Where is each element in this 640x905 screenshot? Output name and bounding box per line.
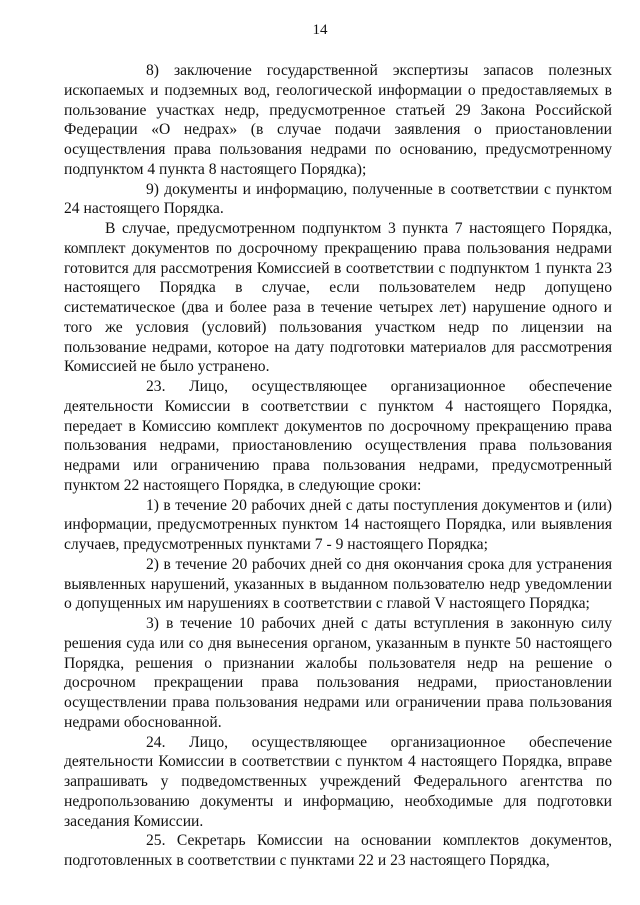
- paragraph-text: в течение 10 рабочих дней с даты вступления в законную силу решения суда или со дня вынесения органом, указанным в пункте 50 настоящего Порядка, решения о признании жалобы пользователя недр на решение о досрочном прекращении права пользования недрами, приостановлении осуществлении права пользования недрами или ограничении права пользования недрами обоснованной.: [64, 615, 612, 731]
- document-body: [64, 61, 612, 871]
- paragraph-text: Лицо, осуществляющее организационное обеспечение деятельности Комиссии в соответствии с пунктом 4 настоящего Порядка, передает в Комиссию комплект документов по досрочному прекращению права пользования недрами, приостановлению осуществления права пользования недрами или ограничению права пользования недрами, предусмотренный пунктом 22 настоящего Порядка, в следующие сроки:: [64, 378, 613, 494]
- paragraph-text: в течение 20 рабочих дней со дня окончания срока для устранения выявленных нарушений, указанных в выданном пользователю недр уведомлении о допущенных им нарушениях в соответствии с главой V настоящего Порядка;: [64, 555, 612, 613]
- item-number: 25.: [146, 832, 166, 850]
- paragraph-item-8: [64, 61, 612, 180]
- item-number: 24.: [146, 733, 166, 751]
- paragraph-text: В случае, предусмотренном подпунктом 3 пункта 7 настоящего Порядка, комплект документов по досрочному прекращению права пользования недрами готовится для рассмотрения Комиссией в соответствии с подпунктом 1 пункта 23 настоящего Порядка в случае, если пользователем недр допущено систематическое (два и более раза в течение четырех лет) нарушение одного и того же условия (условий) пользования участком недр по лицензии на пользование недрами, которое на дату подготовки материалов для рассмотрения Комиссией не было устранено.: [64, 220, 612, 376]
- item-number: 2): [146, 555, 159, 573]
- paragraph-item-9: [64, 180, 612, 220]
- item-number: 3): [146, 615, 159, 632]
- paragraph-text: Лицо, осуществляющее организационное обеспечение деятельности Комиссии в соответствии с пунктом 4 настоящего Порядка, вправе запрашивать у подведомственных учреждений Федерального агентства по недропользованию документы и информацию, необходимые для подготовки заседания Комиссии.: [64, 733, 613, 830]
- paragraph-23-3: [64, 614, 612, 733]
- paragraph-23-2: [64, 555, 612, 614]
- item-number: 9): [146, 180, 159, 198]
- paragraph-text: документы и информацию, полученные в соответствии с пунктом 24 настоящего Порядка.: [64, 180, 612, 218]
- paragraph-text: заключение государственной экспертизы запасов полезных ископаемых и подземных вод, геологической информации о предоставляемых в пользование участках недр, предусмотренное статьей 29 Закона Российской Федерации «О недрах» (в случае подачи заявления о приостановлении осуществления права пользования недрами по основанию, предусмотренному подпунктом 4 пункта 8 настоящего Порядка);: [64, 62, 613, 178]
- paragraph-25: [64, 831, 612, 871]
- page-number: 14: [312, 22, 328, 38]
- paragraph-text: в течение 20 рабочих дней с даты поступления документов и (или) информации, предусмотренных пунктом 14 настоящего Порядка, или выявления случаев, предусмотренных пунктами 7 - 9 настоящего Порядка;: [64, 496, 612, 553]
- item-number: 1): [146, 496, 159, 514]
- paragraph-continuation: [64, 219, 612, 377]
- item-number: 8): [146, 62, 159, 79]
- item-number: 23.: [146, 378, 166, 395]
- paragraph-24: [64, 733, 612, 832]
- paragraph-23-1: [64, 496, 612, 555]
- paragraph-23: [64, 377, 612, 496]
- paragraph-text: Секретарь Комиссии на основании комплектов документов, подготовленных в соответствии с пунктами 22 и 23 настоящего Порядка,: [64, 832, 612, 869]
